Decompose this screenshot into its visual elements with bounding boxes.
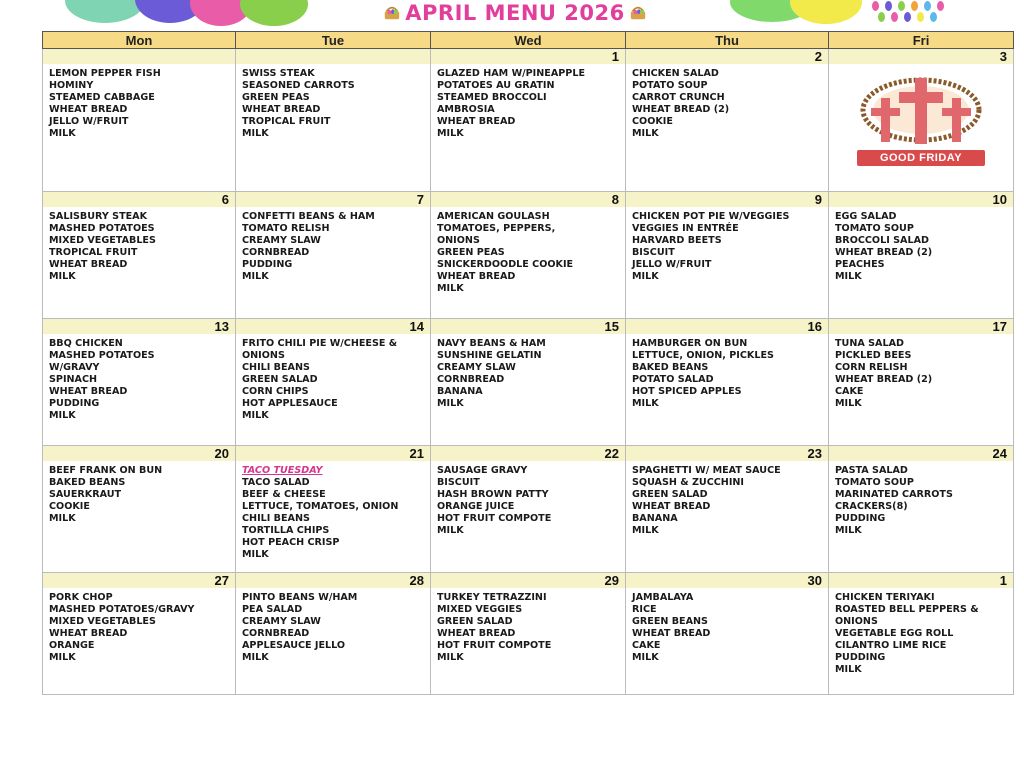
menu-item: CHICKEN SALAD [632, 68, 719, 79]
day-cell [43, 573, 236, 695]
page-title: APRIL MENU 2026 [405, 1, 625, 25]
menu-item: TROPICAL FRUIT [242, 116, 331, 127]
day-cell [43, 319, 236, 446]
menu-item: WHEAT BREAD (2) [835, 247, 933, 258]
menu-item: ROASTED BELL PEPPERS & [835, 604, 979, 615]
menu-item: HOT PEACH CRISP [242, 537, 340, 548]
menu-item: PORK CHOP [49, 592, 113, 603]
menu-item: TURKEY TETRAZZINI [437, 592, 547, 603]
menu-item: HARVARD BEETS [632, 235, 722, 246]
menu-item: CHICKEN POT PIE W/VEGGIES [632, 211, 790, 222]
menu-list [829, 207, 1013, 283]
menu-item: AMERICAN GOULASH [437, 211, 550, 222]
menu-item: SAUSAGE GRAVY [437, 465, 528, 476]
day-cell [236, 446, 431, 573]
basket-icon [383, 4, 401, 22]
week-row [43, 49, 1014, 192]
menu-item: WHEAT BREAD [49, 386, 128, 397]
menu-item: MILK [632, 525, 659, 536]
date-number [236, 49, 430, 64]
menu-item: GREEN PEAS [437, 247, 505, 258]
menu-item: TOMATO SOUP [835, 477, 914, 488]
menu-item: BISCUIT [632, 247, 675, 258]
menu-list [43, 207, 235, 283]
menu-item: GREEN SALAD [242, 374, 318, 385]
menu-item: MIXED VEGETABLES [49, 616, 156, 627]
menu-item: PICKLED BEES [835, 350, 912, 361]
menu-item: TORTILLA CHIPS [242, 525, 330, 536]
menu-item: SALISBURY STEAK [49, 211, 148, 222]
day-cell [43, 446, 236, 573]
menu-list [829, 588, 1013, 676]
day-cell [626, 573, 829, 695]
mini-eggs-decoration [872, 1, 944, 11]
menu-item: GREEN PEAS [242, 92, 310, 103]
menu-item: BBQ CHICKEN [49, 338, 123, 349]
menu-item: ONIONS [242, 350, 285, 361]
title-bar [360, 0, 670, 26]
date-number: 22 [431, 446, 625, 461]
menu-item: PUDDING [242, 259, 293, 270]
easter-egg-icon [65, 0, 145, 23]
header-banner [0, 0, 1024, 30]
menu-item: GREEN SALAD [437, 616, 513, 627]
date-number: 10 [829, 192, 1013, 207]
menu-list [236, 334, 430, 422]
menu-item: SWISS STEAK [242, 68, 315, 79]
menu-item: EGG SALAD [835, 211, 897, 222]
menu-item: GREEN SALAD [632, 489, 708, 500]
menu-item: CONFETTI BEANS & HAM [242, 211, 375, 222]
menu-item: CORNBREAD [242, 247, 310, 258]
crosses-icon [851, 70, 991, 150]
date-number: 20 [43, 446, 235, 461]
menu-item: MILK [437, 283, 464, 294]
day-cell [43, 192, 236, 319]
day-cell [236, 49, 431, 192]
menu-list [236, 461, 430, 561]
menu-item: MILK [437, 128, 464, 139]
menu-item: ORANGE [49, 640, 95, 651]
menu-item: CREAMY SLAW [242, 616, 321, 627]
menu-item: NAVY BEANS & HAM [437, 338, 546, 349]
menu-item: SNICKERDOODLE COOKIE [437, 259, 574, 270]
easter-egg-icon [790, 0, 862, 24]
menu-item: WHEAT BREAD (2) [632, 104, 730, 115]
menu-item: WHEAT BREAD [437, 271, 516, 282]
menu-item: BEEF FRANK ON BUN [49, 465, 163, 476]
menu-list [43, 461, 235, 525]
menu-list [43, 334, 235, 422]
menu-item: CRACKERS(8) [835, 501, 908, 512]
date-number: 15 [431, 319, 625, 334]
weekday-header-row [43, 32, 1014, 49]
menu-item: HOT APPLESAUCE [242, 398, 338, 409]
menu-item: MIXED VEGETABLES [49, 235, 156, 246]
menu-item: BROCCOLI SALAD [835, 235, 929, 246]
menu-item: WHEAT BREAD (2) [835, 374, 933, 385]
menu-list [829, 334, 1013, 410]
menu-item: WHEAT BREAD [49, 104, 128, 115]
menu-item: PASTA SALAD [835, 465, 908, 476]
menu-item: MILK [242, 271, 269, 282]
day-cell [829, 49, 1014, 192]
menu-item: COOKIE [49, 501, 90, 512]
day-cell [626, 49, 829, 192]
menu-item: MILK [242, 410, 269, 421]
day-cell [236, 192, 431, 319]
menu-item: GLAZED HAM W/PINEAPPLE [437, 68, 585, 79]
menu-item: STEAMED BROCCOLI [437, 92, 547, 103]
menu-item: MILK [49, 513, 76, 524]
day-cell [236, 573, 431, 695]
menu-item: MILK [835, 525, 862, 536]
menu-item: MILK [49, 410, 76, 421]
menu-item: TROPICAL FRUIT [49, 247, 138, 258]
menu-list [431, 461, 625, 537]
menu-item: HOMINY [49, 80, 94, 91]
menu-item: WHEAT BREAD [437, 116, 516, 127]
week-row [43, 192, 1014, 319]
date-number: 14 [236, 319, 430, 334]
menu-item: SQUASH & ZUCCHINI [632, 477, 744, 488]
menu-item: VEGETABLE EGG ROLL [835, 628, 954, 639]
menu-item: HASH BROWN PATTY [437, 489, 549, 500]
menu-item: CREAMY SLAW [437, 362, 516, 373]
menu-item: LETTUCE, ONION, PICKLES [632, 350, 774, 361]
menu-list [431, 588, 625, 664]
menu-list [626, 207, 828, 283]
menu-item: MASHED POTATOES [49, 350, 155, 361]
date-number: 17 [829, 319, 1013, 334]
menu-item: ORANGE JUICE [437, 501, 515, 512]
basket-icon [629, 4, 647, 22]
menu-list [236, 64, 430, 140]
good-friday-graphic [829, 64, 1013, 166]
week-row [43, 446, 1014, 573]
menu-item: W/GRAVY [49, 362, 100, 373]
menu-item: MILK [49, 271, 76, 282]
weekday-header: Thu [626, 32, 829, 49]
calendar-body [43, 49, 1014, 695]
date-number: 3 [829, 49, 1013, 64]
weekday-header: Mon [43, 32, 236, 49]
menu-item: PEA SALAD [242, 604, 303, 615]
menu-item: CARROT CRUNCH [632, 92, 725, 103]
menu-item: WHEAT BREAD [437, 628, 516, 639]
menu-item: PINTO BEANS W/HAM [242, 592, 358, 603]
menu-item: MILK [437, 525, 464, 536]
good-friday-badge [851, 70, 991, 166]
week-row [43, 573, 1014, 695]
date-number: 9 [626, 192, 828, 207]
menu-list [431, 207, 625, 295]
menu-item: TACO SALAD [242, 477, 310, 488]
day-cell [829, 192, 1014, 319]
menu-item: MILK [49, 128, 76, 139]
theme-tag: TACO TUESDAY [242, 465, 323, 476]
menu-item: VEGGIES IN ENTRÉE [632, 223, 739, 234]
date-number: 8 [431, 192, 625, 207]
menu-item: HAMBURGER ON BUN [632, 338, 748, 349]
date-number: 30 [626, 573, 828, 588]
menu-item: BEEF & CHEESE [242, 489, 326, 500]
menu-item: MILK [835, 664, 862, 675]
menu-item: SPAGHETTI W/ MEAT SAUCE [632, 465, 781, 476]
date-number [43, 49, 235, 64]
menu-item: BANANA [437, 386, 483, 397]
menu-item: TOMATOES, PEPPERS, [437, 223, 556, 234]
menu-item: BISCUIT [437, 477, 480, 488]
menu-item: MASHED POTATOES [49, 223, 155, 234]
date-number: 1 [829, 573, 1013, 588]
menu-item: BANANA [632, 513, 678, 524]
menu-item: MILK [632, 128, 659, 139]
menu-item: WHEAT BREAD [49, 628, 128, 639]
menu-item: HOT SPICED APPLES [632, 386, 742, 397]
day-cell [829, 446, 1014, 573]
easter-egg-icon [240, 0, 308, 26]
weekday-header: Fri [829, 32, 1014, 49]
menu-item: MIXED VEGGIES [437, 604, 523, 615]
day-cell [829, 573, 1014, 695]
date-number: 23 [626, 446, 828, 461]
day-cell [431, 573, 626, 695]
menu-item: CHILI BEANS [242, 513, 310, 524]
mini-eggs-decoration [878, 12, 937, 22]
menu-list [236, 588, 430, 664]
menu-item: WHEAT BREAD [632, 501, 711, 512]
menu-item: MILK [437, 398, 464, 409]
menu-item: FRITO CHILI PIE W/CHEESE & [242, 338, 398, 349]
menu-item: PUDDING [835, 513, 886, 524]
menu-item: MARINATED CARROTS [835, 489, 953, 500]
date-number: 7 [236, 192, 430, 207]
menu-item: CORN CHIPS [242, 386, 309, 397]
menu-item: MASHED POTATOES/GRAVY [49, 604, 195, 615]
date-number: 13 [43, 319, 235, 334]
menu-item: COOKIE [632, 116, 673, 127]
menu-item: STEAMED CABBAGE [49, 92, 155, 103]
day-cell [43, 49, 236, 192]
day-cell [626, 446, 829, 573]
menu-item: JELLO W/FRUIT [632, 259, 712, 270]
date-number: 27 [43, 573, 235, 588]
menu-item: ONIONS [437, 235, 480, 246]
menu-item: RICE [632, 604, 657, 615]
menu-item: JAMBALAYA [632, 592, 694, 603]
menu-calendar [42, 31, 1014, 695]
menu-item: CREAMY SLAW [242, 235, 321, 246]
menu-list [626, 334, 828, 410]
menu-item: CAKE [835, 386, 864, 397]
menu-item: WHEAT BREAD [242, 104, 321, 115]
date-number: 29 [431, 573, 625, 588]
day-cell [431, 192, 626, 319]
menu-item: CORNBREAD [437, 374, 505, 385]
menu-item: TOMATO RELISH [242, 223, 330, 234]
menu-list [626, 588, 828, 664]
menu-item: CORN RELISH [835, 362, 908, 373]
menu-item: MILK [632, 652, 659, 663]
menu-list [43, 588, 235, 664]
date-number: 6 [43, 192, 235, 207]
day-cell [626, 192, 829, 319]
weekday-header: Tue [236, 32, 431, 49]
menu-item: CHICKEN TERIYAKI [835, 592, 935, 603]
day-cell [829, 319, 1014, 446]
menu-item: PEACHES [835, 259, 885, 270]
menu-item: HOT FRUIT COMPOTE [437, 513, 552, 524]
menu-item: MILK [242, 549, 269, 560]
menu-item: PUDDING [49, 398, 100, 409]
menu-item: TOMATO SOUP [835, 223, 914, 234]
menu-item: MILK [632, 398, 659, 409]
week-row [43, 319, 1014, 446]
menu-list [626, 64, 828, 140]
menu-item: MILK [835, 271, 862, 282]
good-friday-label: GOOD FRIDAY [857, 150, 985, 166]
menu-item: CILANTRO LIME RICE [835, 640, 947, 651]
date-number: 21 [236, 446, 430, 461]
menu-item: CAKE [632, 640, 661, 651]
menu-item: ONIONS [835, 616, 878, 627]
menu-item: SPINACH [49, 374, 98, 385]
menu-item: AMBROSIA [437, 104, 495, 115]
weekday-header: Wed [431, 32, 626, 49]
menu-item: LETTUCE, TOMATOES, ONION [242, 501, 399, 512]
menu-item: BAKED BEANS [632, 362, 709, 373]
menu-item: BAKED BEANS [49, 477, 126, 488]
menu-item: MILK [437, 652, 464, 663]
date-number: 1 [431, 49, 625, 64]
menu-item: MILK [835, 398, 862, 409]
menu-item: MILK [49, 652, 76, 663]
day-cell [236, 319, 431, 446]
day-cell [431, 319, 626, 446]
menu-list [43, 64, 235, 140]
day-cell [431, 49, 626, 192]
menu-list [236, 207, 430, 283]
date-number: 28 [236, 573, 430, 588]
day-cell [626, 319, 829, 446]
menu-item: TUNA SALAD [835, 338, 904, 349]
menu-item: WHEAT BREAD [49, 259, 128, 270]
menu-item: MILK [242, 652, 269, 663]
menu-item: GREEN BEANS [632, 616, 708, 627]
menu-item: POTATO SOUP [632, 80, 708, 91]
date-number: 2 [626, 49, 828, 64]
date-number: 24 [829, 446, 1013, 461]
menu-item: SAUERKRAUT [49, 489, 122, 500]
menu-item: MILK [242, 128, 269, 139]
menu-item: APPLESAUCE JELLO [242, 640, 346, 651]
menu-item: JELLO W/FRUIT [49, 116, 129, 127]
menu-item: SEASONED CARROTS [242, 80, 355, 91]
menu-item: WHEAT BREAD [632, 628, 711, 639]
menu-item: MILK [632, 271, 659, 282]
menu-item: HOT FRUIT COMPOTE [437, 640, 552, 651]
menu-list [829, 461, 1013, 537]
day-cell [431, 446, 626, 573]
menu-item: CHILI BEANS [242, 362, 310, 373]
menu-item: POTATO SALAD [632, 374, 714, 385]
menu-list [431, 334, 625, 410]
date-number: 16 [626, 319, 828, 334]
menu-item: CORNBREAD [242, 628, 310, 639]
menu-item: POTATOES AU GRATIN [437, 80, 555, 91]
menu-list [431, 64, 625, 140]
menu-item: SUNSHINE GELATIN [437, 350, 542, 361]
menu-list [626, 461, 828, 537]
menu-item: LEMON PEPPER FISH [49, 68, 161, 79]
menu-item: PUDDING [835, 652, 886, 663]
